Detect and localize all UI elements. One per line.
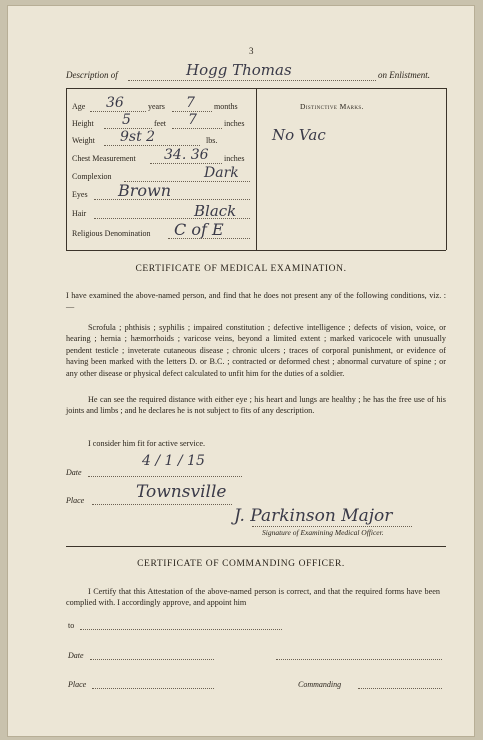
- medical-signature-label: Signature of Examining Medical Officer.: [262, 528, 384, 537]
- weight-line: [104, 145, 200, 146]
- height-inches-line: [172, 128, 222, 129]
- medical-date-label: Date: [66, 468, 82, 477]
- medical-place-label: Place: [66, 496, 85, 505]
- name-line: [128, 80, 376, 81]
- box-divider: [256, 88, 257, 250]
- commanding-label: Commanding: [298, 680, 342, 689]
- distinctive-marks-handwritten: No Vac: [272, 126, 326, 144]
- description-label: Description of: [66, 70, 118, 80]
- enlistment-label: on Enlistment.: [378, 70, 430, 80]
- distinctive-marks-title: Distinctive Marks.: [300, 102, 364, 111]
- medical-date-handwritten: 4 / 1 / 15: [142, 453, 205, 469]
- commanding-to-label: to: [68, 621, 75, 630]
- commanding-right-line: [276, 659, 442, 660]
- months-label: months: [214, 102, 238, 111]
- name-handwritten: Hogg Thomas: [186, 61, 292, 79]
- lbs-label: lbs.: [206, 136, 218, 145]
- commanding-place-label: Place: [68, 680, 87, 689]
- chest-handwritten: 34. 36: [164, 147, 209, 163]
- box-bottom-rule: [66, 250, 446, 251]
- medical-signature-line: [252, 526, 412, 527]
- commanding-signature-line: [358, 688, 442, 689]
- feet-label: feet: [154, 119, 166, 128]
- eyes-label: Eyes: [72, 190, 88, 199]
- weight-label: Weight: [72, 136, 95, 145]
- attestation-page: [8, 6, 474, 736]
- section-divider: [66, 546, 446, 547]
- chest-inches-label: inches: [224, 154, 245, 163]
- commanding-place-line: [92, 688, 214, 689]
- page-number: 3: [249, 46, 254, 56]
- medical-date-line: [88, 476, 242, 477]
- medical-place-handwritten: Townsville: [136, 482, 227, 502]
- religion-label: Religious Denomination: [72, 229, 151, 238]
- medical-sight-text: He can see the required distance with either eye ; his heart and lungs are healthy ; he has the free use of his joints and limbs ; and he declares he is not subject to fits of any description.: [66, 395, 446, 416]
- chest-line: [150, 163, 222, 164]
- weight-handwritten: 9st 2: [120, 129, 156, 145]
- medical-intro-text: I have examined the above-named person, and find that he does not present any of the following conditions, viz. :—: [66, 291, 446, 312]
- medical-fit-text: I consider him fit for active service.: [88, 439, 206, 448]
- box-right-rule: [446, 88, 447, 250]
- eyes-handwritten: Brown: [118, 181, 172, 200]
- commanding-certificate-text: I Certify that this Attestation of the above-named person is correct, and that the required forms have been complied with. I accordingly approve, and appoint him: [66, 587, 440, 608]
- complexion-label: Complexion: [72, 172, 112, 181]
- inches-label: inches: [224, 119, 245, 128]
- age-months-handwritten: 7: [186, 95, 195, 111]
- height-label: Height: [72, 119, 94, 128]
- years-label: years: [148, 102, 165, 111]
- chest-label: Chest Measurement: [72, 154, 136, 163]
- medical-conditions-text: Scrofula ; phthisis ; syphilis ; impaired constitution ; defective intelligence ; defects of vision, voice, or hearing ; hernia ; hæmorrhoids ; varicose veins, beyond a limited extent ; marked varicocele with unusually pendent testicle ; inveterate cutaneous disease ; chronic ulcers ; traces of corporal punishment, or evidence of having been marked with the letters D. or B.C. ; contracted or deformed chest ; abnormal curvature of spine ; or any other disease or physical defect calculated to unfit him for the duties of a soldier.: [66, 323, 446, 378]
- commanding-date-line: [90, 659, 214, 660]
- box-left-rule: [66, 88, 67, 250]
- commanding-to-line: [80, 629, 282, 630]
- age-years-handwritten: 36: [106, 95, 124, 111]
- height-feet-handwritten: 5: [122, 112, 131, 128]
- hair-handwritten: Black: [194, 202, 237, 220]
- age-label: Age: [72, 102, 86, 111]
- medical-certificate-title: CERTIFICATE OF MEDICAL EXAMINATION.: [135, 264, 347, 274]
- religion-handwritten: C of E: [174, 220, 224, 239]
- complexion-handwritten: Dark: [204, 165, 239, 181]
- commanding-date-label: Date: [68, 651, 84, 660]
- medical-signature-handwritten: J. Parkinson Major: [234, 506, 393, 526]
- medical-place-line: [92, 504, 232, 505]
- height-inches-handwritten: 7: [188, 112, 197, 128]
- commanding-certificate-title: CERTIFICATE OF COMMANDING OFFICER.: [137, 559, 345, 569]
- age-years-line: [90, 111, 146, 112]
- hair-label: Hair: [72, 209, 87, 218]
